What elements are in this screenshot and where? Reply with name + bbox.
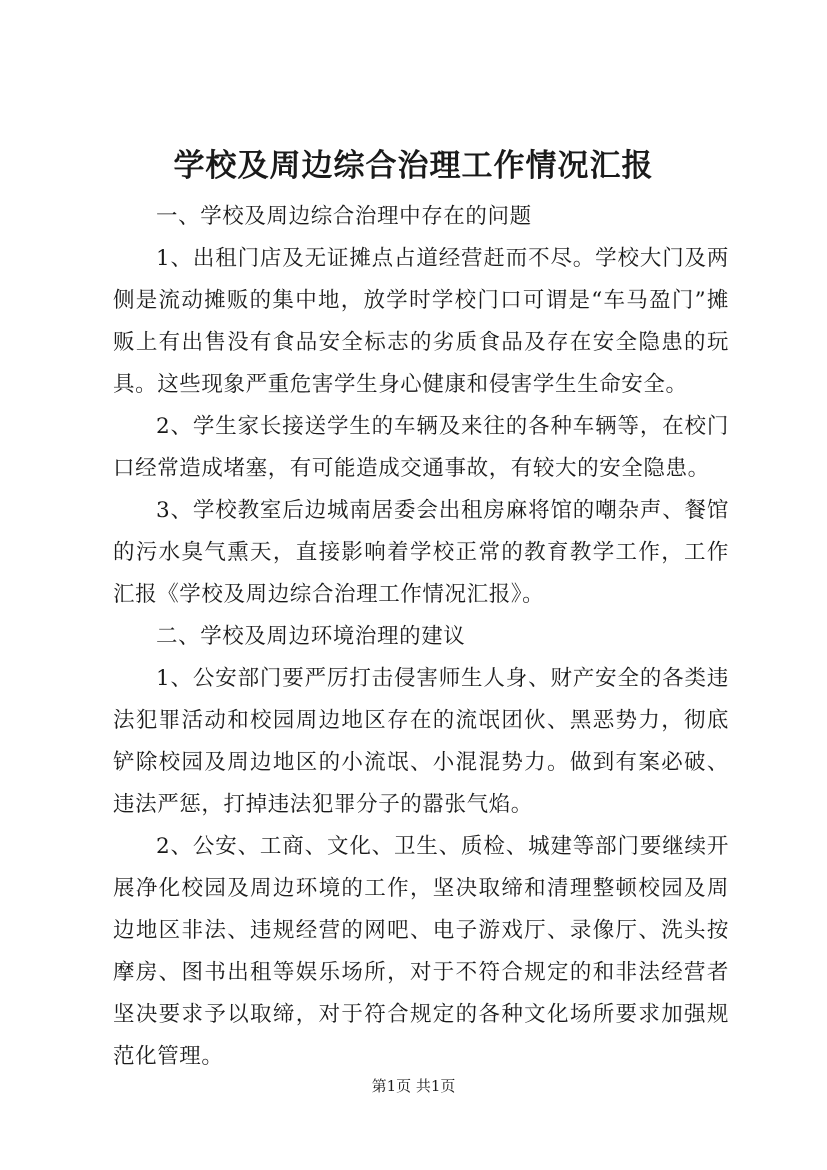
document-title: 学校及周边综合治理工作情况汇报 bbox=[173, 148, 654, 184]
paragraph-problem-2: 2、学生家长接送学生的车辆及来往的各种车辆等，在校门口经常造成堵塞，有可能造成交通事故，有较大的安全隐患。 bbox=[113, 414, 729, 481]
paragraph-problem-3: 3、学校教室后边城南居委会出租房麻将馆的嘲杂声、餐馆的污水臭气熏天，直接影响着学校正常的教育教学工作，工作汇报《学校及周边综合治理工作情况汇报》。 bbox=[113, 498, 729, 607]
document-body bbox=[113, 196, 729, 1078]
paragraph-suggestion-2: 2、公安、工商、文化、卫生、质检、城建等部门要继续开展净化校园及周边环境的工作，坚决取缔和清理整顿校园及周边地区非法、违规经营的网吧、电子游戏厅、录像厅、洗头按摩房、图书出租等娱乐场所，对于不符合规定的和非法经营者坚决要求予以取缔，对于符合规定的各种文化场所要求加强规范化管理。 bbox=[113, 834, 729, 1069]
paragraph-suggestion-1: 1、公安部门要严厉打击侵害师生人身、财产安全的各类违法犯罪活动和校园周边地区存在的流氓团伙、黑恶势力，彻底铲除校园及周边地区的小流氓、小混混势力。做到有案必破、违法严惩，打掉违法犯罪分子的嚣张气焰。 bbox=[113, 666, 729, 817]
paragraph-problem-1: 1、出租门店及无证摊点占道经营赶而不尽。学校大门及两侧是流动摊贩的集中地，放学时学校门口可谓是“车马盈门”摊贩上有出售没有食品安全标志的劣质食品及存在安全隐患的玩具。这些现象严重危害学生身心健康和侵害学生生命安全。 bbox=[113, 246, 729, 397]
section-heading-suggestions: 二、学校及周边环境治理的建议 bbox=[156, 624, 466, 649]
section-heading-problems: 一、学校及周边综合治理中存在的问题 bbox=[156, 204, 532, 229]
page-number-footer: 第1页 共1页 bbox=[371, 1077, 456, 1095]
